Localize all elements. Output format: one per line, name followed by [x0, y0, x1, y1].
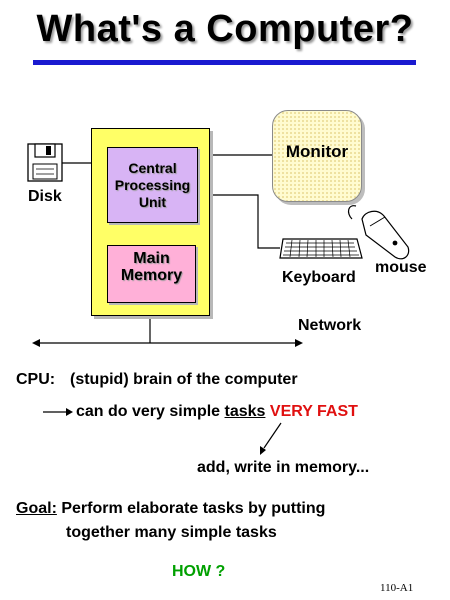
network-arrow-left — [32, 339, 40, 347]
memory-box — [107, 245, 196, 303]
example-tasks: add, write in memory... — [197, 459, 370, 476]
goal-line-1 — [16, 500, 325, 518]
goal-line-2: together many simple tasks — [66, 524, 277, 541]
cpu-term: CPU: — [16, 371, 56, 388]
goal-term: Goal: — [16, 500, 57, 517]
tasks-word: tasks — [224, 403, 266, 420]
cpu-box-label — [115, 160, 190, 211]
keyboard-label: Keyboard — [282, 269, 356, 286]
memory-box-label — [121, 250, 182, 284]
can-do-arrowhead — [66, 408, 73, 416]
network-arrow-right — [295, 339, 303, 347]
very-fast-emphasis: VERY FAST — [269, 403, 358, 420]
cpu-label-line2: Processing — [114, 176, 191, 193]
cpu-label-line1: Central — [128, 159, 177, 176]
memory-label-line1: Main — [133, 250, 170, 267]
goal-text-1: Perform elaborate tasks by putting — [61, 500, 326, 517]
memory-label-line2: Memory — [120, 267, 183, 284]
how-question: HOW ? — [172, 563, 226, 580]
keyboard-icon — [280, 239, 362, 258]
cpu-description: (stupid) brain of the computer — [70, 371, 298, 388]
network-label: Network — [298, 317, 362, 334]
mouse-label: mouse — [375, 259, 427, 276]
monitor-box — [272, 110, 362, 202]
can-do-line — [76, 403, 358, 421]
floppy-disk-icon — [28, 144, 62, 181]
can-do-prefix: can do very simple — [76, 403, 225, 420]
monitor-label: Monitor — [285, 142, 349, 161]
tasks-arrow — [264, 423, 281, 448]
cpu-box — [107, 147, 198, 223]
slide-number: 110-A1 — [380, 582, 414, 594]
page-title: What's a Computer? — [36, 8, 414, 50]
cpu-label-line3: Unit — [138, 193, 167, 210]
keyboard-connector — [209, 195, 280, 248]
disk-label: Disk — [28, 188, 62, 205]
